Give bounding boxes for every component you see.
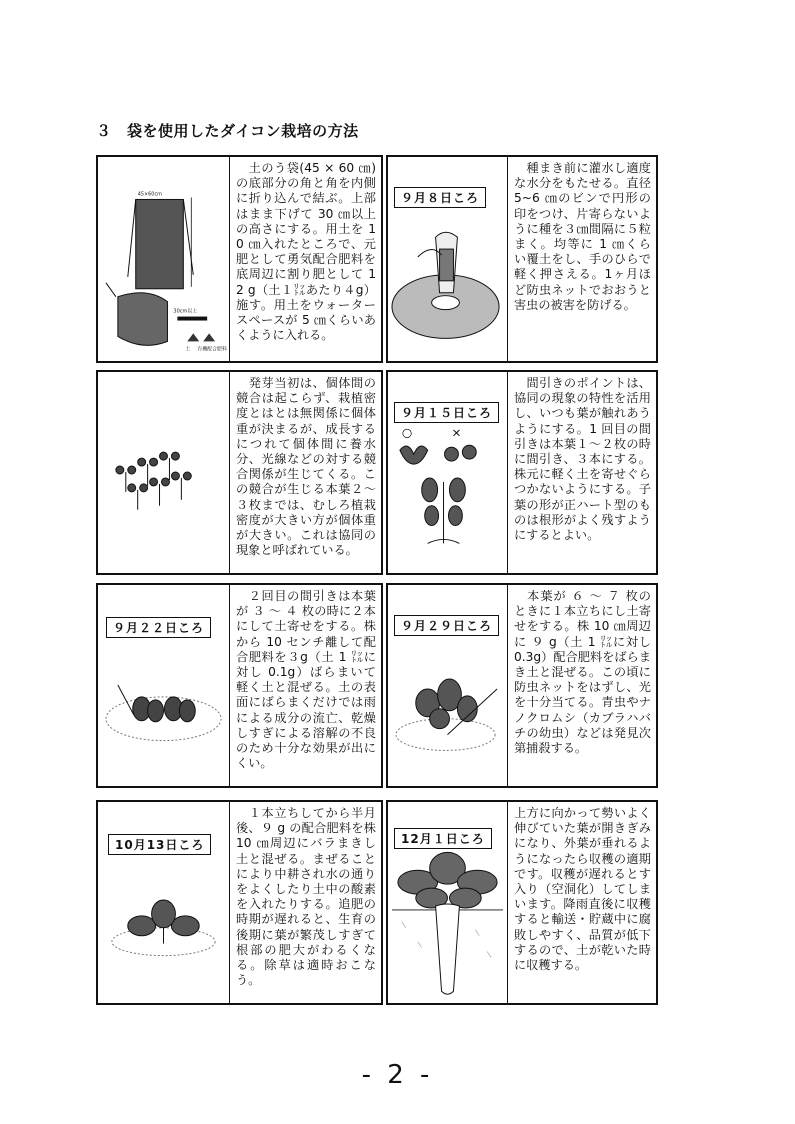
- page-number: - 2 -: [361, 1060, 434, 1090]
- panel-text: 本葉が ６ ～ ７ 枚のときに１本立ちにし土寄せをする。株 10 ㎝周辺に ９ g（土 1 ㍑に対し 0.3g）配合肥料をばらまき土と混ぜる。この頃に防虫ネットをはずし、光を十分当てる。青虫やナノクロムシ（カブラハバチの幼虫）などは発見次第捕殺する。: [514, 589, 651, 756]
- panel-text: 間引きのポイントは、協同の現象の特性を活用し、いつも葉が触れあうようにする。1 回目の間引きは本葉１～２枚の時に間引き、３本にする。株元に軽く土を寄せぐらつかないようにする。子葉の形が正ハート型のものは根形がよく残すようにするとよい。: [514, 376, 651, 543]
- panel-harvest: [386, 800, 658, 1005]
- top-dressing-illustration: [98, 802, 230, 1003]
- bag-illustration: [98, 157, 230, 361]
- section-title: ３ 袋を使用したダイコン栽培の方法: [96, 122, 359, 140]
- panel-text: 土のう袋(45 × 60 ㎝)の底部分の角と角を内側に折り込んで結ぶ。上部はまま下げて 30 ㎝以上の高さにする。用土を 10 ㎝入れたところで、元肥として勇気配合肥料を底周辺に割り肥として 12 g（土１㍑あたり４g）施す。用土をウォータースペースが 5 ㎝くらいあくように入れる。: [236, 161, 376, 343]
- date-label: 12月１日ころ: [394, 828, 492, 849]
- date-label: ９月１５日ころ: [394, 402, 499, 423]
- date-label: 10月13日ころ: [108, 834, 211, 855]
- seedlings-illustration: [98, 372, 230, 573]
- bag-size-label: 45×60cm: [137, 191, 163, 198]
- panel-top-dressing: [96, 800, 383, 1005]
- panel-germination: [96, 370, 383, 575]
- date-label: ９月２９日ころ: [394, 615, 499, 636]
- bad-mark: ×: [451, 425, 462, 440]
- fert-label: 有機配合肥料: [197, 346, 227, 353]
- two-plants-icon: [98, 585, 229, 786]
- panel-bag-prep: [96, 155, 383, 363]
- thinning2-illustration: [98, 585, 230, 786]
- soil-label: 土: [185, 346, 191, 353]
- bag-height-label: 30cm以上: [173, 308, 198, 315]
- panel-text: １本立ちしてから半月後、９ g の配合肥料を株 10 ㎝周辺にバラまきし土と混ぜる。まぜることにより中耕され水の通りをよくしたり土中の酸素を入れたりする。追肥の時期が遅れると、生育の後期に葉が繁茂しすぎて根部の肥大がわるくなる。除草は適時おこなう。: [236, 806, 376, 988]
- panel-single-plant: [386, 583, 658, 788]
- panel-text: ２回目の間引きは本葉が ３ ～ ４ 枚の時に２本にして土寄せをする。株から 10 センチ離して配合肥料を３g（土 1 ㍑に対し 0.1g）ばらまいて軽く土と混ぜる。土の表面にばらまくだけでは雨による成分の流亡、乾燥しすぎによる溶解の不良のため十分な効果が出にくい。: [236, 589, 376, 771]
- panel-thinning-2: [96, 583, 383, 788]
- panel-text: 発芽当初は、個体間の競合は起こらず、栽植密度とはとは無関係に個体重が決まるが、成長するにつれて個体間に養水分、光線などの対する競合関係が生じてくる。この競合が生じる本葉２～３枚までは、むしろ植栽密度が大きい方が個体重が大きい。これは協同の現象と呼ばれている。: [236, 376, 376, 558]
- date-label: ９月２２日ころ: [106, 617, 211, 638]
- date-label: ９月８日ころ: [394, 187, 486, 208]
- panel-sowing: [386, 155, 658, 363]
- seedling-row-icon: [98, 372, 229, 573]
- panel-text: 種まき前に灌水し適度な水分をもたせる。直径 5~6 ㎝のビンで円形の印をつけ、片寄らないように種を３㎝間隔に５粒まく。均等に 1 ㎝くらい覆土をし、手のひらで軽く押さえる。1ヶ月ほど防虫ネットでおおうと害虫の被害を防げる。: [514, 161, 651, 312]
- good-mark: ○: [401, 425, 413, 440]
- panel-text: 上方に向かって勢いよく伸びていた葉が開きぎみになり、外葉が垂れるようになったら収穫の適期です。収穫が遅れるとす入り（空洞化）してしまいます。降雨直後に収穫すると輸送・貯蔵中に腐敗しやすく、品質が低下するので、土が乾いた時に収穫する。: [514, 806, 651, 973]
- fertilizer-plant-icon: [98, 802, 229, 1003]
- panel-thinning-1: [386, 370, 658, 575]
- soil-bag-icon: [98, 157, 229, 361]
